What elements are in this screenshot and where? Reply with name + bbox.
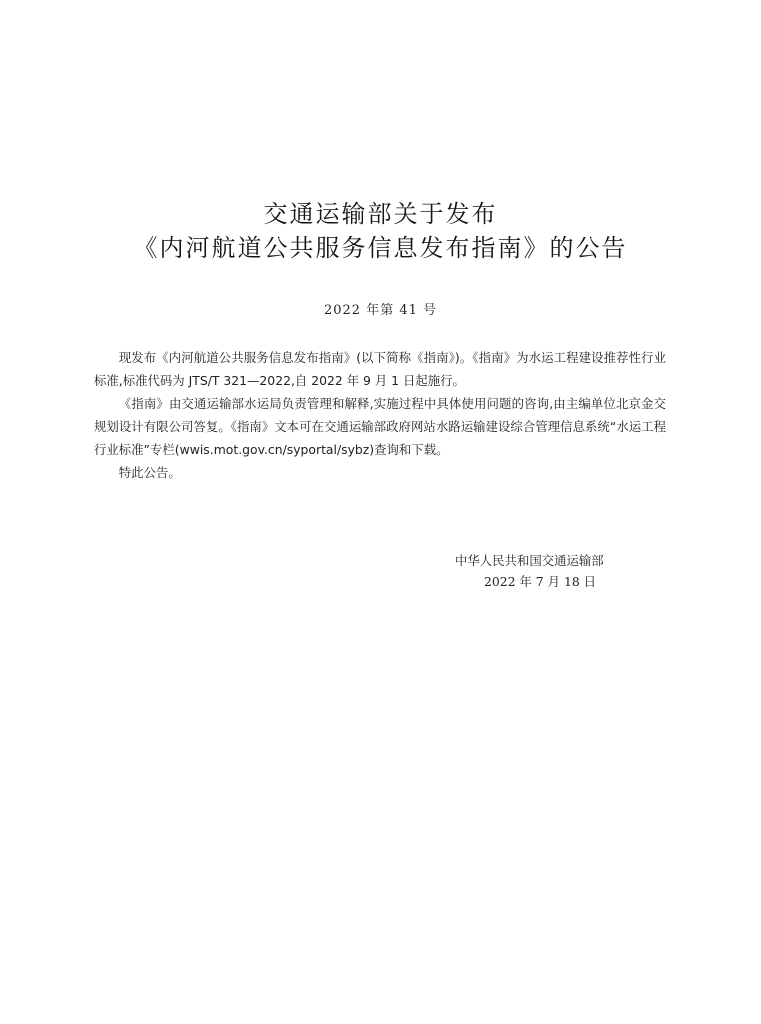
body-paragraph-1: 现发布《内河航道公共服务信息发布指南》(以下简称《指南》)。《指南》为水运工程建设推荐性行业标准,标准代码为 JTS/T 321—2022,自 2022 年 9 月 1 日起施行。 [94, 350, 666, 388]
title-line-2: 《内河航道公共服务信息发布指南》的公告 [133, 234, 628, 262]
issuing-organization: 中华人民共和国交通运输部 [455, 553, 604, 568]
announcement-title [0, 197, 761, 265]
title-line-1: 交通运输部关于发布 [263, 200, 498, 228]
document-number: 2022 年第 41 号 [323, 303, 438, 318]
closing-remark: 特此公告。 [118, 465, 181, 480]
body-paragraph-2: 《指南》由交通运输部水运局负责管理和解释,实施过程中具体使用问题的咨询,由主编单位北京金交规划设计有限公司答复。《指南》文本可在交通运输部政府网站水路运输建设综合管理信息系统“水运工程行业标准”专栏(wwis.mot.gov.cn/syportal/sybz)查询和下载。 [94, 396, 666, 457]
issue-date: 2022 年 7 月 18 日 [484, 574, 597, 589]
announcement-body [94, 346, 666, 484]
